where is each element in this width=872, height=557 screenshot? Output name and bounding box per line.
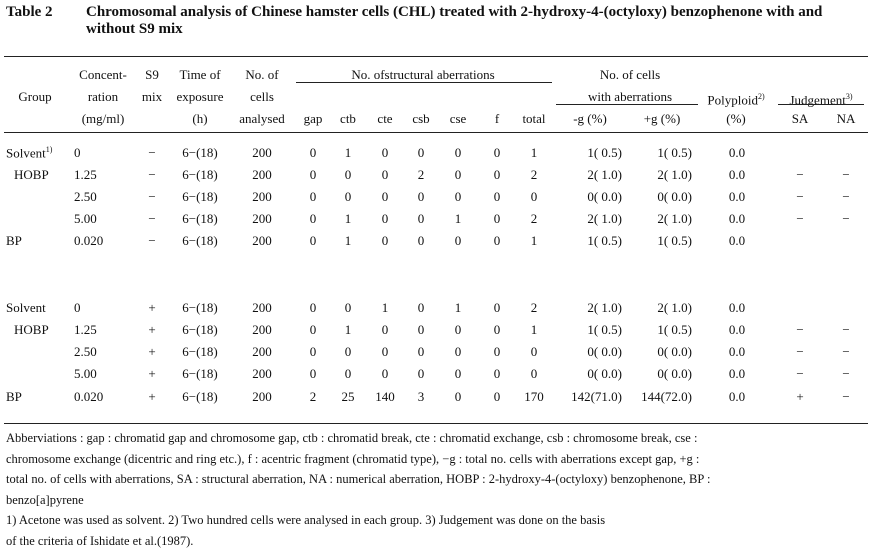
cell-sa: + xyxy=(796,389,804,404)
header-struct-underline xyxy=(296,82,552,83)
cell-ctb: 1 xyxy=(344,233,352,248)
cell-gap: 0 xyxy=(309,189,317,204)
header-csb: csb xyxy=(412,111,430,126)
cell-total: 2 xyxy=(530,167,538,182)
cell-poly: 0.0 xyxy=(728,322,746,337)
header-na: NA xyxy=(836,111,856,126)
cell-cells: 200 xyxy=(252,300,272,315)
cell-csb: 0 xyxy=(417,344,425,359)
cell-total: 0 xyxy=(530,189,538,204)
cell-time: 6−(18) xyxy=(182,322,218,337)
cell-mg: 0( 0.0) xyxy=(587,344,622,359)
cell-cse: 1 xyxy=(454,211,462,226)
cell-conc: 0.020 xyxy=(74,389,104,404)
cell-total: 1 xyxy=(530,145,538,160)
cell-f: 0 xyxy=(493,167,501,182)
table-title: Chromosomal analysis of Chinese hamster cells (CHL) treated with 2-hydroxy-4-(octyloxy) benzophenone with and without S9 mix xyxy=(86,4,823,37)
cell-pg: 2( 1.0) xyxy=(657,167,692,182)
cell-mg: 2( 1.0) xyxy=(587,211,622,226)
cell-na: − xyxy=(842,344,850,359)
cell-mg: 0( 0.0) xyxy=(587,366,622,381)
cell-pg: 0( 0.0) xyxy=(657,189,692,204)
cell-cse: 0 xyxy=(454,167,462,182)
cell-cte: 140 xyxy=(375,389,395,404)
cell-ctb: 0 xyxy=(344,366,352,381)
cell-csb: 0 xyxy=(417,189,425,204)
cell-f: 0 xyxy=(493,389,501,404)
top-rule xyxy=(4,56,868,57)
bottom-rule xyxy=(4,423,868,424)
cell-csb: 0 xyxy=(417,233,425,248)
header-cells-3: analysed xyxy=(239,111,285,126)
cell-poly: 0.0 xyxy=(728,189,746,204)
cell-gap: 0 xyxy=(309,167,317,182)
cell-time: 6−(18) xyxy=(182,366,218,381)
cell-f: 0 xyxy=(493,366,501,381)
cell-total: 0 xyxy=(530,344,538,359)
cell-gap: 0 xyxy=(309,344,317,359)
cell-csb: 0 xyxy=(417,300,425,315)
cell-poly: 0.0 xyxy=(728,211,746,226)
cell-group: BP xyxy=(6,389,22,404)
cell-gap: 0 xyxy=(309,300,317,315)
cell-cse: 0 xyxy=(454,233,462,248)
table-label: Table 2 xyxy=(6,4,53,20)
header-f: f xyxy=(494,111,500,126)
header-sa: SA xyxy=(791,111,809,126)
cell-na: − xyxy=(842,189,850,204)
note-line: of the criteria of Ishidate et al.(1987). xyxy=(6,533,194,548)
note-line: 1) Acetone was used as solvent. 2) Two hundred cells were analysed in each group. 3) Judgement was done on the basis xyxy=(6,513,606,527)
cell-mg: 1( 0.5) xyxy=(587,233,622,248)
cell-mg: 2( 1.0) xyxy=(587,300,622,315)
cell-cells: 200 xyxy=(252,322,272,337)
cell-group: BP xyxy=(6,233,22,248)
cell-csb: 0 xyxy=(417,322,425,337)
cell-na: − xyxy=(842,366,850,381)
header-with-ab-2: with aberrations xyxy=(587,89,673,104)
cell-time: 6−(18) xyxy=(182,167,218,182)
cell-time: 6−(18) xyxy=(182,189,218,204)
cell-pg: 1( 0.5) xyxy=(657,145,692,160)
cell-mg: 1( 0.5) xyxy=(587,145,622,160)
cell-cells: 200 xyxy=(252,344,272,359)
header-rule xyxy=(4,132,868,133)
cell-poly: 0.0 xyxy=(728,366,746,381)
header-cse: cse xyxy=(449,111,467,126)
cell-cse: 0 xyxy=(454,189,462,204)
cell-cse: 0 xyxy=(454,322,462,337)
cell-total: 0 xyxy=(530,366,538,381)
cell-pg: 2( 1.0) xyxy=(657,211,692,226)
cell-s9: + xyxy=(148,344,156,359)
cell-gap: 0 xyxy=(309,322,317,337)
cell-poly: 0.0 xyxy=(728,300,746,315)
cell-poly: 0.0 xyxy=(728,145,746,160)
cell-cells: 200 xyxy=(252,189,272,204)
cell-csb: 2 xyxy=(417,167,425,182)
cell-total: 2 xyxy=(530,300,538,315)
cell-poly: 0.0 xyxy=(728,389,746,404)
cell-cte: 0 xyxy=(381,167,389,182)
header-plus-g: +g (%) xyxy=(643,111,681,126)
cell-conc: 0 xyxy=(74,145,81,160)
cell-cse: 0 xyxy=(454,344,462,359)
cell-s9: + xyxy=(148,389,156,404)
cell-ctb: 0 xyxy=(344,189,352,204)
cell-time: 6−(18) xyxy=(182,300,218,315)
cell-sa: − xyxy=(796,167,804,182)
cell-cte: 1 xyxy=(381,300,389,315)
note-line: total no. of cells with aberrations, SA : structural aberration, NA : numerical aberration, HOBP : 2-hydroxy-4-(octyloxy) benzophenone, BP : xyxy=(6,472,711,486)
cell-sa: − xyxy=(796,189,804,204)
cell-time: 6−(18) xyxy=(182,145,218,160)
cell-s9: + xyxy=(148,366,156,381)
cell-s9: − xyxy=(148,167,156,182)
cell-cte: 0 xyxy=(381,189,389,204)
header-time-3: (h) xyxy=(192,111,208,126)
cell-cse: 0 xyxy=(454,389,462,404)
cell-sa: − xyxy=(796,366,804,381)
cell-group: Solvent xyxy=(6,300,46,315)
cell-pg: 0( 0.0) xyxy=(657,366,692,381)
header-s9-1: S9 xyxy=(145,67,159,82)
note-line: benzo[a]pyrene xyxy=(6,492,84,507)
cell-f: 0 xyxy=(493,145,501,160)
cell-s9: + xyxy=(148,322,156,337)
cell-na: − xyxy=(842,389,850,404)
header-judgement-underline xyxy=(778,104,864,105)
cell-cse: 1 xyxy=(454,300,462,315)
cell-gap: 0 xyxy=(309,211,317,226)
cell-csb: 0 xyxy=(417,145,425,160)
cell-poly: 0.0 xyxy=(728,233,746,248)
header-with-ab-underline xyxy=(556,104,698,105)
cell-csb: 0 xyxy=(417,366,425,381)
cell-gap: 0 xyxy=(309,366,317,381)
cell-cte: 0 xyxy=(381,145,389,160)
cell-time: 6−(18) xyxy=(182,344,218,359)
table-notes xyxy=(6,428,868,551)
cell-cells: 200 xyxy=(252,145,272,160)
cell-poly: 0.0 xyxy=(728,344,746,359)
cell-cells: 200 xyxy=(252,167,272,182)
header-minus-g: -g (%) xyxy=(573,111,607,126)
cell-total: 2 xyxy=(530,211,538,226)
cell-mg: 2( 1.0) xyxy=(587,167,622,182)
cell-cte: 0 xyxy=(381,233,389,248)
cell-na: − xyxy=(842,322,850,337)
cell-total: 1 xyxy=(530,322,538,337)
header-cte: cte xyxy=(377,111,393,126)
cell-ctb: 0 xyxy=(344,300,352,315)
header-cells-2: cells xyxy=(250,89,274,104)
cell-gap: 0 xyxy=(309,145,317,160)
header-conc-2: ration xyxy=(87,89,119,104)
cell-cells: 200 xyxy=(252,389,272,404)
cell-ctb: 0 xyxy=(344,167,352,182)
cell-f: 0 xyxy=(493,189,501,204)
cell-csb: 0 xyxy=(417,211,425,226)
cell-cte: 0 xyxy=(381,344,389,359)
cell-s9: − xyxy=(148,189,156,204)
cell-mg: 0( 0.0) xyxy=(587,189,622,204)
cell-conc: 0 xyxy=(74,300,81,315)
cell-time: 6−(18) xyxy=(182,389,218,404)
cell-group: HOBP xyxy=(14,322,49,337)
header-conc-3: (mg/ml) xyxy=(81,111,125,126)
cell-total: 1 xyxy=(530,233,538,248)
cell-group: Solvent$^{1)}$ xyxy=(6,145,53,161)
cell-cells: 200 xyxy=(252,211,272,226)
cell-conc: 0.020 xyxy=(74,233,104,248)
cell-na: − xyxy=(842,211,850,226)
cell-sa: − xyxy=(796,211,804,226)
header-s9-2: mix xyxy=(141,89,163,104)
header-time-1: Time of xyxy=(179,67,221,82)
cell-ctb: 1 xyxy=(344,145,352,160)
cell-mg: 1( 0.5) xyxy=(587,322,622,337)
header-total: total xyxy=(522,111,546,126)
header-with-ab-1: No. of cells xyxy=(599,67,661,82)
header-time-2: exposure xyxy=(176,89,224,104)
cell-csb: 3 xyxy=(417,389,425,404)
cell-mg: 142(71.0) xyxy=(571,389,622,404)
header-conc-1: Concent- xyxy=(79,67,127,82)
header-group: Group xyxy=(18,89,52,104)
header-gap: gap xyxy=(303,111,323,126)
cell-s9: − xyxy=(148,211,156,226)
cell-total: 170 xyxy=(524,389,544,404)
cell-conc: 5.00 xyxy=(74,366,97,381)
cell-ctb: 1 xyxy=(344,322,352,337)
header-struct-group: No. ofstructural aberrations xyxy=(351,67,495,82)
cell-poly: 0.0 xyxy=(728,167,746,182)
cell-gap: 2 xyxy=(309,389,317,404)
cell-conc: 1.25 xyxy=(74,322,97,337)
header-judgement: Judgement$^{3)}$ xyxy=(789,92,853,108)
note-line: chromosome exchange (dicentric and ring etc.), f : acentric fragment (chromatid type), −g : total no. cells with aberrations except gap, +g : xyxy=(6,451,700,466)
cell-f: 0 xyxy=(493,344,501,359)
cell-conc: 5.00 xyxy=(74,211,97,226)
header-polyploid-unit: (%) xyxy=(726,111,746,126)
cell-ctb: 25 xyxy=(341,389,355,404)
cell-cells: 200 xyxy=(252,233,272,248)
cell-pg: 1( 0.5) xyxy=(657,322,692,337)
header-polyploid: Polyploid$^{2)}$ xyxy=(707,92,765,108)
cell-gap: 0 xyxy=(309,233,317,248)
cell-cte: 0 xyxy=(381,211,389,226)
cell-cse: 0 xyxy=(454,366,462,381)
note-line: Abberviations : gap : chromatid gap and chromosome gap, ctb : chromatid break, cte : chromatid exchange, csb : chromosome break, cse : xyxy=(6,431,698,445)
cell-s9: + xyxy=(148,300,156,315)
header-cells-1: No. of xyxy=(245,67,279,82)
cell-f: 0 xyxy=(493,211,501,226)
cell-na: − xyxy=(842,167,850,182)
cell-ctb: 1 xyxy=(344,211,352,226)
cell-conc: 2.50 xyxy=(74,189,97,204)
cell-cte: 0 xyxy=(381,322,389,337)
header-ctb: ctb xyxy=(340,111,356,126)
cell-ctb: 0 xyxy=(344,344,352,359)
cell-cse: 0 xyxy=(454,145,462,160)
cell-sa: − xyxy=(796,344,804,359)
cell-s9: − xyxy=(148,145,156,160)
cell-sa: − xyxy=(796,322,804,337)
cell-f: 0 xyxy=(493,300,501,315)
cell-f: 0 xyxy=(493,233,501,248)
cell-s9: − xyxy=(148,233,156,248)
cell-time: 6−(18) xyxy=(182,211,218,226)
cell-group: HOBP xyxy=(14,167,49,182)
cell-pg: 0( 0.0) xyxy=(657,344,692,359)
cell-time: 6−(18) xyxy=(182,233,218,248)
cell-conc: 1.25 xyxy=(74,167,97,182)
cell-cte: 0 xyxy=(381,366,389,381)
cell-f: 0 xyxy=(493,322,501,337)
cell-pg: 144(72.0) xyxy=(641,389,692,404)
cell-pg: 1( 0.5) xyxy=(657,233,692,248)
cell-pg: 2( 1.0) xyxy=(657,300,692,315)
cell-conc: 2.50 xyxy=(74,344,97,359)
cell-cells: 200 xyxy=(252,366,272,381)
